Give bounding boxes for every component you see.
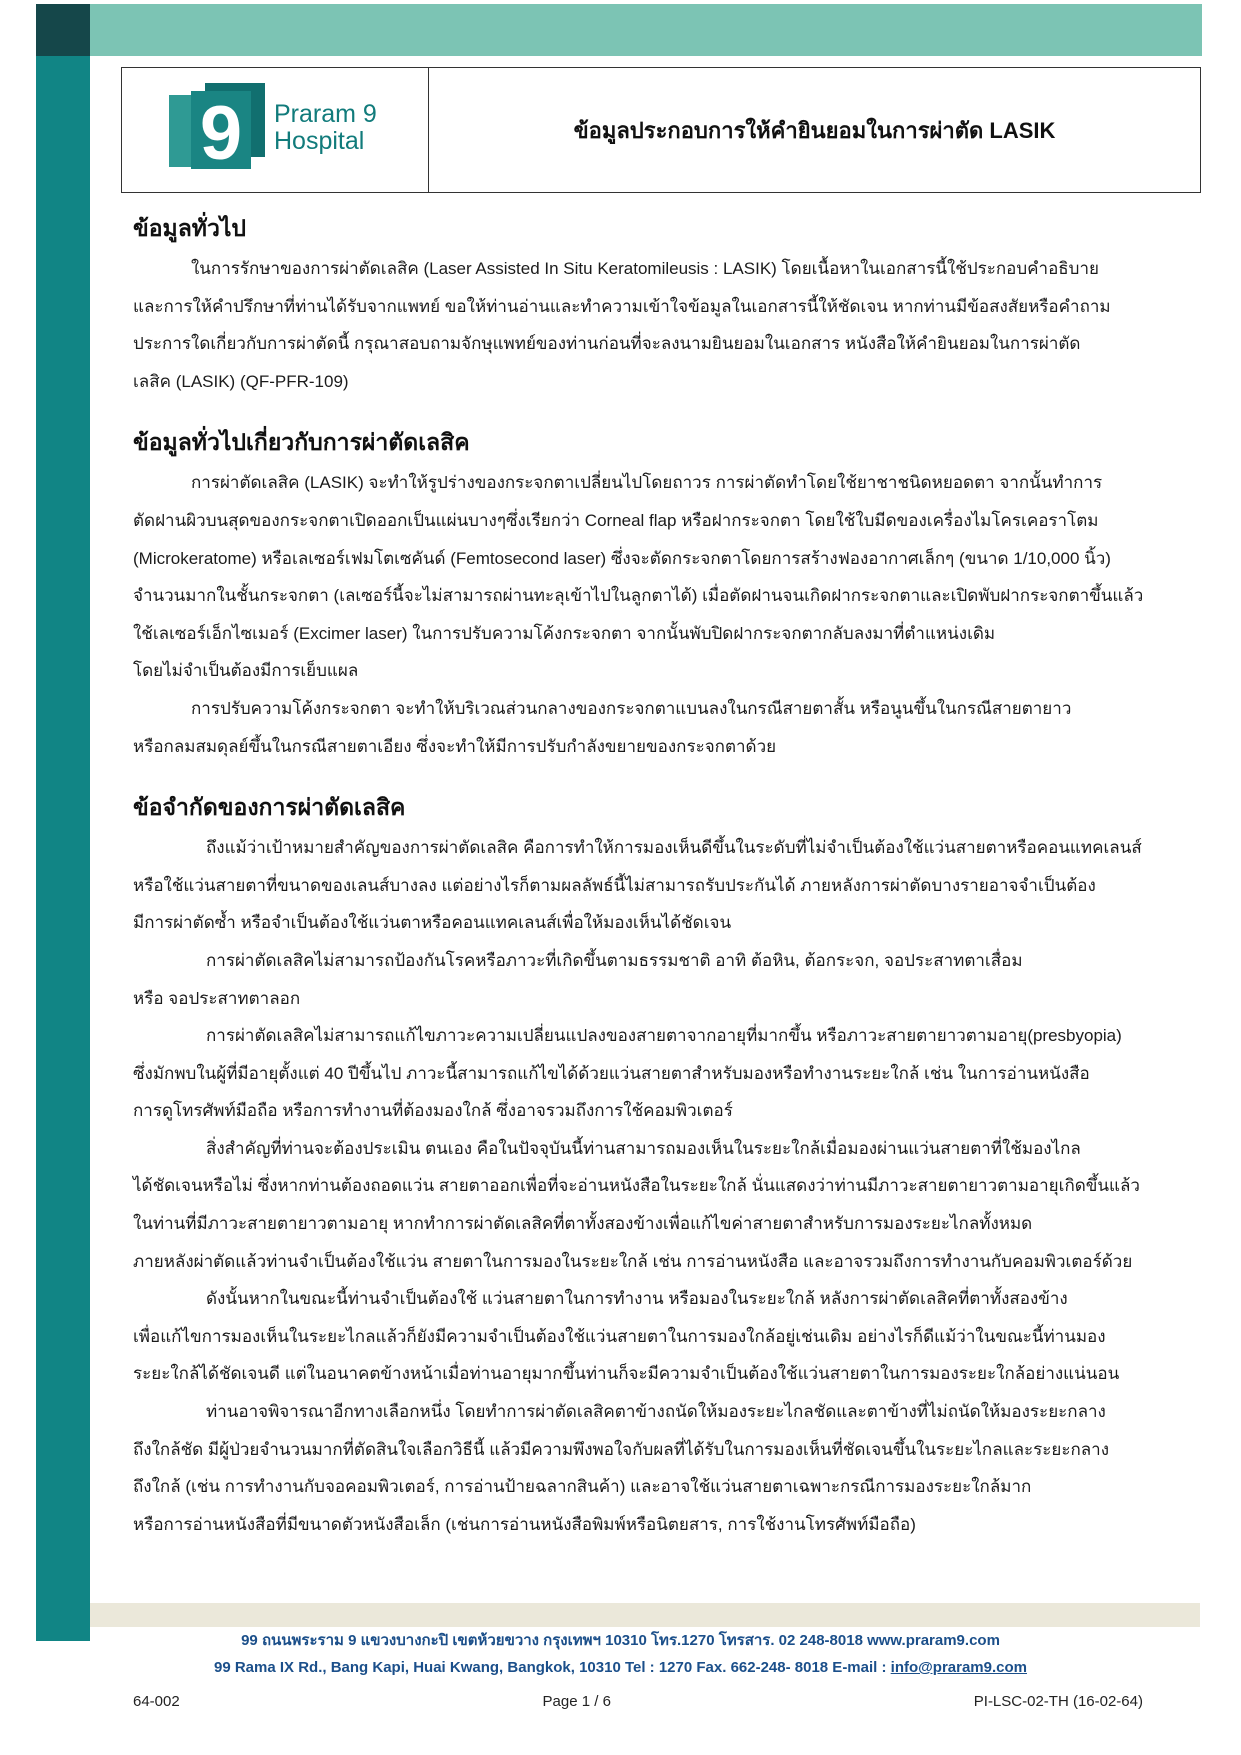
- body-text-line: หรือกลมสมดุลย์ขึ้นในกรณีสายตาเอียง ซึ่งจะทำให้มีการปรับกำลังขยายของกระจกตาด้วย: [133, 736, 777, 756]
- body-text-line: หรือ จอประสาทตาลอก: [133, 988, 301, 1008]
- body-text-line: ถึงใกล้ (เช่น การทำงานกับจอคอมพิวเตอร์, การอ่านป้ายฉลากสินค้า) และอาจใช้แว่นสายตาเฉพาะกรณีการมองระยะใกล้มาก: [133, 1477, 1032, 1497]
- body-text-line: ถึงใกล้ชัด มีผู้ป่วยจำนวนมากที่ตัดสินใจเลือกวิธีนี้ แล้วมีความพึงพอใจกับผลที่ได้รับในการมองเห็นที่ชัดเจนขึ้นในระยะไกลและระยะกลาง: [133, 1439, 1110, 1459]
- body-text-line: การดูโทรศัพท์มือถือ หรือการทำงานที่ต้องมองใกล้ ซึ่งอาจรวมถึงการใช้คอมพิวเตอร์: [133, 1101, 733, 1121]
- body-text-line: จำนวนมากในชั้นกระจกตา (เลเซอร์นี้จะไม่สามารถผ่านทะลุเข้าไปในลูกตาได้) เมื่อตัดฝานจนเกิดฝากระจกตาและเปิดพับฝากระจกตาขึ้นแล้ว: [133, 586, 1144, 606]
- section-body: [133, 250, 1153, 400]
- document-code: 64-002: [133, 1693, 180, 1710]
- decorative-band-left: [36, 56, 90, 1641]
- form-code: PI-LSC-02-TH (16-02-64): [973, 1693, 1143, 1710]
- praram9-logo-icon: [169, 83, 265, 177]
- body-text-line: ตัดฝานผิวบนสุดของกระจกตาเปิดออกเป็นแผ่นบางๆซึ่งเรียกว่า Corneal flap หรือฝากระจกตา โดยใช้ใบมีดของเครื่องไมโครเคอราโตม: [133, 510, 1099, 530]
- body-text-line: การผ่าตัดเลสิค (LASIK) จะทำให้รูปร่างของกระจกตาเปลี่ยนไปโดยถาวร การผ่าตัดทำโดยใช้ยาชาชนิดหยอดตา จากนั้นทำการ: [191, 473, 1103, 493]
- title-cell: [429, 68, 1200, 192]
- body-text-line: ภายหลังผ่าตัดแล้วท่านจำเป็นต้องใช้แว่น สายตาในการมองในระยะใกล้ เช่น การอ่านหนังสือ และอาจรวมถึงการทำงานกับคอมพิวเตอร์ด้วย: [133, 1251, 1133, 1271]
- body-text-line: การปรับความโค้งกระจกตา จะทำให้บริเวณส่วนกลางของกระจกตาแบนลงในกรณีสายตาสั้น หรือนูนขึ้นในกรณีสายตายาว: [191, 698, 1072, 718]
- footer-address-thai: 99 ถนนพระราม 9 แขวงบางกะปิ เขตห้วยขวาง กรุงเทพฯ 10310 โทร.1270 โทรสาร. 02 248-8018 www.praram9.com: [241, 1632, 1000, 1649]
- body-text-line: ประการใดเกี่ยวกับการผ่าตัดนี้ กรุณาสอบถามจักษุแพทย์ของท่านก่อนที่จะลงนามยินยอมในเอกสาร หนังสือให้คำยินยอมในการผ่าตัด: [133, 334, 1081, 354]
- body-text-line: ได้ชัดเจนหรือไม่ ซึ่งหากท่านต้องถอดแว่น สายตาออกเพื่อที่จะอ่านหนังสือในระยะใกล้ นั่นแสดงว่าท่านมีภาวะสายตายาวตามอายุเกิดขึ้นแล้ว: [133, 1176, 1140, 1196]
- document-header: [121, 67, 1201, 193]
- decorative-band-top: [90, 4, 1202, 56]
- section-heading: ข้อมูลทั่วไปเกี่ยวกับการผ่าตัดเลสิค: [133, 429, 470, 456]
- body-text-line: หรือใช้แว่นสายตาที่ขนาดของเลนส์บางลง แต่อย่างไรก็ตามผลลัพธ์นี้ไม่สามารถรับประกันได้ ภายหลังการผ่าตัดบางรายอาจจำเป็นต้อง: [133, 875, 1096, 895]
- footer-email-link[interactable]: info@praram9.com: [890, 1659, 1027, 1676]
- section-body: [133, 464, 1153, 765]
- body-text-line: เพื่อแก้ไขการมองเห็นในระยะไกลแล้วก็ยังมีความจำเป็นต้องใช้แว่นสายตาในการมองใกล้อยู่เช่นเดิม อย่างไรก็ดีแม้ว่าในขณะนี้ท่านมอง: [133, 1326, 1106, 1346]
- body-text-line: การผ่าตัดเลสิคไม่สามารถแก้ไขภาวะความเปลี่ยนแปลงของสายตาจากอายุที่มากขึ้น หรือภาวะสายตายาวตามอายุ(presbyopia): [206, 1026, 1122, 1046]
- footer-address-english: [0, 1659, 1241, 1676]
- body-text-line: (Microkeratome) หรือเลเซอร์เฟมโตเซคันด์ (Femtosecond laser) ซึ่งจะตัดกระจกตาโดยการสร้างฟองอากาศเล็กๆ (ขนาด 1/10,000 นิ้ว): [133, 548, 1111, 568]
- body-text-line: ถึงแม้ว่าเป้าหมายสำคัญของการผ่าตัดเลสิค คือการทำให้การมองเห็นดีขึ้นในระดับที่ไม่จำเป็นต้องใช้แว่นสายตาหรือคอนแทคเลนส์: [206, 838, 1142, 858]
- body-text-line: ในท่านที่มีภาวะสายตายาวตามอายุ หากทำการผ่าตัดเลสิคที่ตาทั้งสองข้างเพื่อแก้ไขค่าสายตาสำหรับการมองระยะไกลทั้งหมด: [133, 1214, 1033, 1234]
- logo-text-line2: Hospital: [274, 127, 365, 155]
- svg-text:9: 9: [199, 91, 243, 176]
- section-heading: ข้อจำกัดของการผ่าตัดเลสิค: [133, 794, 406, 821]
- page-number: Page 1 / 6: [542, 1693, 611, 1710]
- section-heading: ข้อมูลทั่วไป: [133, 215, 247, 241]
- body-text-line: ใช้เลเซอร์เอ็กไซเมอร์ (Excimer laser) ในการปรับความโค้งกระจกตา จากนั้นพับปิดฝากระจกตากลับลงมาที่ตำแหน่งเดิม: [133, 623, 996, 643]
- body-text-line: ท่านอาจพิจารณาอีกทางเลือกหนึ่ง โดยทำการผ่าตัดเลสิคตาข้างถนัดให้มองระยะไกลชัดและตาข้างที่ไม่ถนัดให้มองระยะกลาง: [206, 1402, 1106, 1422]
- body-text-line: มีการผ่าตัดซ้ำ หรือจำเป็นต้องใช้แว่นตาหรือคอนแทคเลนส์เพื่อให้มองเห็นได้ชัดเจน: [133, 913, 732, 933]
- body-text-line: ซึ่งมักพบในผู้ที่มีอายุตั้งแต่ 40 ปีขึ้นไป ภาวะนี้สามารถแก้ไขได้ด้วยแว่นสายตาสำหรับมองหรือทำงานระยะใกล้ เช่น ในการอ่านหนังสือ: [133, 1063, 1090, 1083]
- logo-text-line1: Praram 9: [274, 100, 377, 128]
- body-text-line: ระยะใกล้ได้ชัดเจนดี แต่ในอนาคตข้างหน้าเมื่อท่านอายุมากขึ้นท่านก็จะมีความจำเป็นต้องใช้แว่นสายตาในการมองระยะใกล้อย่างแน่นอน: [133, 1364, 1120, 1384]
- logo-wordmark: [274, 101, 377, 155]
- body-text-line: ในการรักษาของการผ่าตัดเลสิค (Laser Assisted In Situ Keratomileusis : LASIK) โดยเนื้อหาในเอกสารนี้ใช้ประกอบคำอธิบาย: [191, 259, 1099, 278]
- document-title: ข้อมูลประกอบการให้คำยินยอมในการผ่าตัด LASIK: [573, 117, 1056, 143]
- body-text-line: เลสิค (LASIK) (QF-PFR-109): [133, 371, 349, 391]
- footer-address-english-text: 99 Rama IX Rd., Bang Kapi, Huai Kwang, Bangkok, 10310 Tel : 1270 Fax. 662-248- 8018 E-mail :: [214, 1659, 887, 1676]
- body-text-line: การผ่าตัดเลสิคไม่สามารถป้องกันโรคหรือภาวะที่เกิดขึ้นตามธรรมชาติ อาทิ ต้อหิน, ต้อกระจก, จอประสาทตาเสื่อม: [206, 950, 1023, 970]
- decorative-band-footer: [90, 1603, 1200, 1627]
- body-text-line: และการให้คำปรึกษาที่ท่านได้รับจากแพทย์ ขอให้ท่านอ่านและทำความเข้าใจข้อมูลในเอกสารนี้ให้ชัดเจน หากท่านมีข้อสงสัยหรือคำถาม: [133, 296, 1111, 316]
- decorative-band-corner: [36, 4, 90, 56]
- body-text-line: โดยไม่จำเป็นต้องมีการเย็บแผล: [133, 661, 359, 681]
- body-text-line: ดังนั้นหากในขณะนี้ท่านจำเป็นต้องใช้ แว่นสายตาในการทำงาน หรือมองในระยะใกล้ หลังการผ่าตัดเลสิคที่ตาทั้งสองข้าง: [206, 1289, 1068, 1309]
- body-text-line: หรือการอ่านหนังสือที่มีขนาดตัวหนังสือเล็ก (เช่นการอ่านหนังสือพิมพ์หรือนิตยสาร, การใช้งานโทรศัพท์มือถือ): [133, 1514, 916, 1534]
- footer-meta: [133, 1693, 1143, 1710]
- body-text-line: สิ่งสำคัญที่ท่านจะต้องประเมิน ตนเอง คือในปัจจุบันนี้ท่านสามารถมองเห็นในระยะใกล้เมื่อมองผ่านแว่นสายตาที่ใช้มองไกล: [206, 1138, 1081, 1158]
- hospital-logo: [122, 68, 429, 192]
- section-body: [133, 829, 1153, 1543]
- document-body: [133, 206, 1153, 1543]
